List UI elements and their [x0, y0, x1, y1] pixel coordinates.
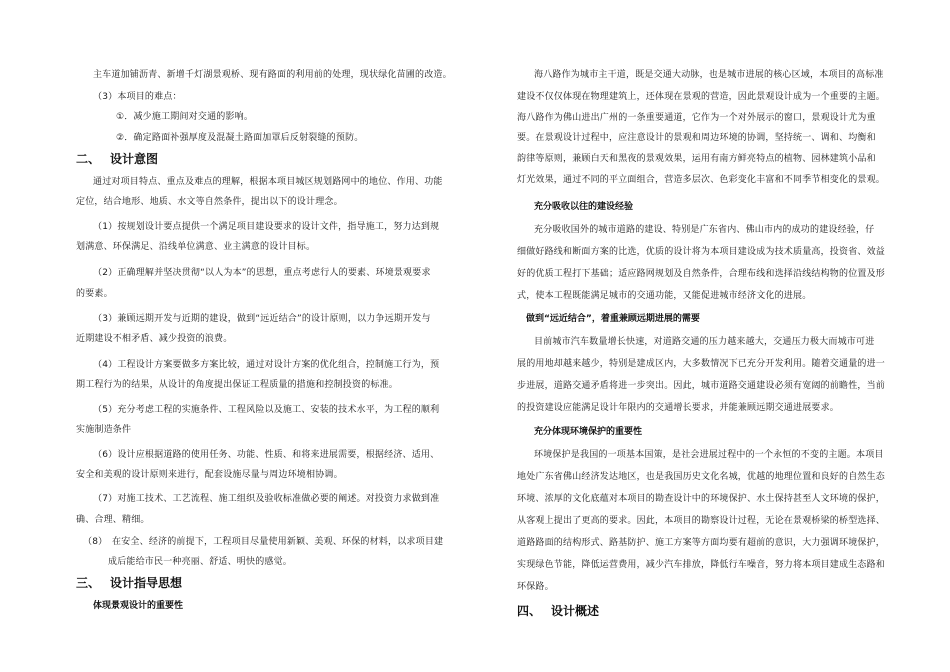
section-heading-2 [76, 152, 158, 166]
paragraph-line: （1）按规划设计要点提供一个满足项目建设要求的设计文件，指导施工，努力达到规 [93, 222, 440, 232]
paragraph-line: 建设不仅仅体现在物理建筑上，还体现在景观的营造，因此景观设计成为一个重要的主题。 [517, 92, 886, 102]
section-number: 四、 [517, 604, 542, 618]
paragraph-line: 实施制造条件 [76, 425, 132, 435]
paragraph-line: 灯光效果，通过不同的平立面组合，营造多层次、色彩变化丰富和不同季节相变化的景观。 [517, 175, 886, 185]
paragraph-line: 细做好路线和断面方案的比选，优质的设计将为本项目建设成为技术质量高，投资省、效益 [517, 247, 886, 257]
paragraph-line: 环境、浓厚的文化底蕴对本项目的勘查设计中的环境保护、水土保持甚至人文环境的保护， [517, 494, 886, 504]
paragraph-line: 确、合理、精细。 [76, 515, 150, 525]
paragraph-line: 目前城市汽车数量增长快速，对道路交通的压力越来越大，交通压力极大而城市可进 [534, 337, 875, 347]
paragraph-line: 式，使本工程既能满足城市的交通功能，又能促进城市经济文化的进展。 [517, 291, 812, 301]
paragraph-line: 从客观上提出了更高的要求。因此，本项目的勘察设计过程，无论在景观桥梁的桥型选择、 [517, 516, 886, 526]
paragraph-line: （5）充分考虑工程的实施条件、工程风险以及施工、安装的技术水平，为工程的顺利 [93, 405, 440, 415]
section-title: 设计概述 [551, 604, 600, 618]
section-title: 设计意图 [110, 152, 159, 166]
paragraph-line: 要。在景观设计过程中，应注意设计的景观和周边环境的协调，坚持统一、调和、均衡和 [517, 133, 876, 143]
paragraph-line: 成后能给市民一种亮丽、舒适、明快的感觉。 [108, 557, 293, 567]
paragraph-line: （7）对施工技术、工艺流程、施工组织及验收标准做必要的阐述。对投资力求做到准 [93, 494, 440, 504]
paragraph-line: （2）正确理解并坚决贯彻“以人为本”的思想，重点考虑行人的要素、环境景观要求 [93, 268, 431, 278]
paragraph-line: （6）设计应根据道路的使用任务、功能、性质、和将来进展需要，根据经济、适用、 [93, 450, 440, 460]
subheading-environment: 充分体现环境保护的重要性 [534, 427, 643, 437]
paragraph-line: 定位，结合地形、地质、水文等自然条件，提出以下的设计理念。 [76, 197, 343, 207]
paragraph-line: 地处广东省佛山经济发达地区，也是我国历史文化名城，优越的地理位置和良好的自然生态 [517, 472, 886, 482]
paragraph-line: （4）工程设计方案要做多方案比较，通过对设计方案的优化组合，控制施工行为，预 [93, 360, 440, 370]
paragraph-line: 步进展，道路交通矛盾将进一步突出。因此，城市道路交通建设必须有宽阔的前瞻性，当前 [517, 381, 886, 391]
paragraph-line: 的投资建设应能满足设计年限内的交通增长要求，并能兼顾远期交通进展要求。 [517, 403, 840, 413]
paragraph-line: 实现绿色节能，降低运营费用，减少汽车排放，降低行车噪音，努力将本项目建成生态路和 [517, 560, 886, 570]
intro-line: 主车道加铺沥青、新增千灯湖景观桥、现有路面的利用前的处理，现状绿化苗圃的改造。 [93, 70, 452, 80]
paragraph-line: 充分吸收国外的城市道路的建设、特别是广东省内、佛山市内的成功的建设经验，仔 [534, 225, 875, 235]
paragraph-line: 期工程行为的结果，从设计的角度提出保证工程质量的措施和控制投资的标准。 [76, 380, 399, 390]
difficulty-item: ①．减少施工期间对交通的影响。 [116, 112, 254, 122]
paragraph-line: （8） 在安全、经济的前提下，工程项目尽量使用新颖、美观、环保的材料，以求项目建 [83, 537, 444, 547]
paragraph-line: 展的用地却越来越少，特别是建成区内，大多数情况下已充分开发利用。随着交通量的进一 [517, 359, 886, 369]
subheading-landscape: 体现景观设计的重要性 [93, 601, 184, 611]
subheading-experience: 充分吸收以往的建设经验 [534, 202, 634, 212]
subheading-combine: 做到“远近结合”，着重兼顾远期进展的需要 [526, 314, 700, 324]
section-title: 设计指导思想 [110, 576, 183, 590]
paragraph-line: 环保路。 [517, 582, 554, 592]
paragraph-line: 海八路作为城市主干道，既是交通大动脉，也是城市进展的核心区域，本项目的高标准 [534, 70, 884, 80]
paragraph-line: 划满意、环保满足、沿线单位满意、业主满意的设计目标。 [76, 242, 316, 252]
paragraph-line: 韵律等原则，兼顾白天和黑夜的景观效果，运用有南方鲜亮特点的植物、园林建筑小品和 [517, 154, 876, 164]
paragraph-line: 近期建设不相矛盾、减少投资的浪费。 [76, 334, 233, 344]
paragraph-line: 环境保护是我国的一项基本国策，是社会进展过程中的一个永恒的不变的主题。本项目 [534, 450, 884, 460]
section-number: 三、 [76, 576, 101, 590]
paragraph-line: 好的优质工程打下基础；适应路网规划及自然条件，合理布线和选择沿线结构物的位置及形 [517, 269, 886, 279]
paragraph-line: 通过对项目特点、重点及难点的理解，根据本项目城区规划路网中的地位、作用、功能 [93, 177, 443, 187]
difficulty-item: ②．确定路面补强厚度及混凝土路面加罩后反射裂缝的预防。 [116, 133, 364, 143]
paragraph-line: 的要素。 [76, 289, 113, 299]
section-heading-3 [76, 576, 182, 590]
paragraph-line: （3）兼顾远期开发与近期的建设，做到“远近结合”的设计原则，以力争远期开发与 [93, 314, 431, 324]
paragraph-line: 道路路面的结构形式、路基防护、施工方案等方面均要有超前的意识，大力强调环境保护， [517, 538, 886, 548]
section-number: 二、 [76, 152, 101, 166]
difficulty-label: （3）本项目的难点： [93, 92, 182, 102]
paragraph-line: 海八路作为佛山进出广州的一条重要通道，它作为一个对外展示的窗口，景观设计尤为重 [517, 113, 876, 123]
paragraph-line: 安全和美观的设计原则来进行，配套设施尽量与周边环境相协调。 [76, 470, 343, 480]
section-heading-4 [517, 604, 599, 618]
